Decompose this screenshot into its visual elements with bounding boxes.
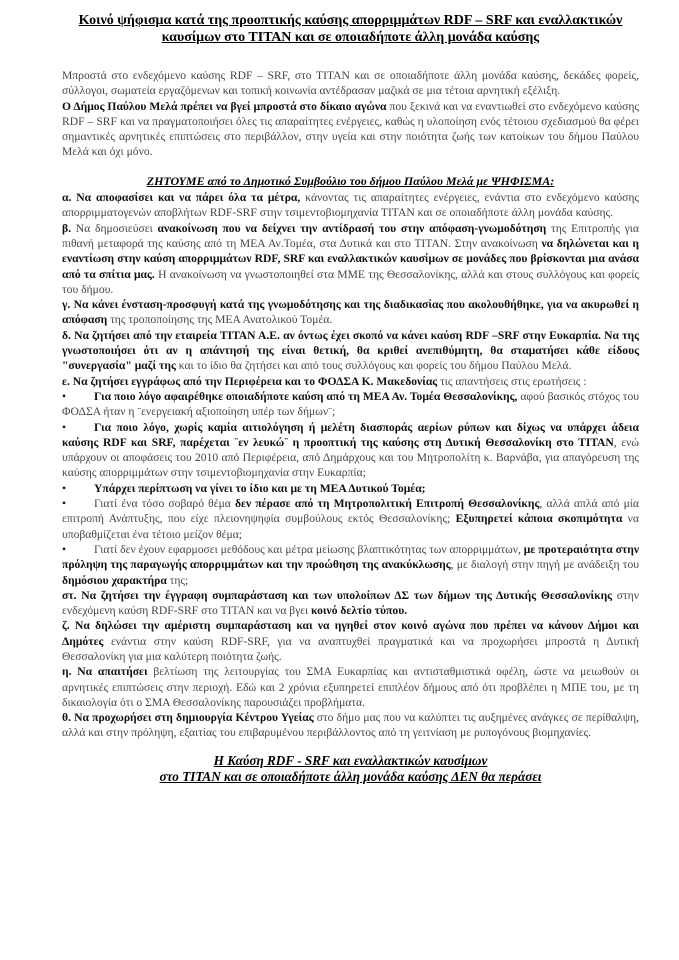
demand-item-z-lead: ζ. Να δηλώσει την αμέριστη συμπαράσταση και να ηγηθεί στον κοινό αγώνα που πρέπει να κάνουν Δήμοι και Δημότες <box>62 619 639 648</box>
intro-paragraph-2-text: που ξεκινά και να εναντιωθεί στο ενδεχόμενο καύσης RDF – SRF και να πραγματοποιήσει όλες τις απαραίτητες ενέργειες, καθώς η υλοποίηση ενός τέτοιου σχεδιασμού θα φέρει σημαντικές αρνητικές επιπτώσεις στο περιβάλλον, στην υγεία και στην ποιότητα ζωής των κατοίκων του δήμου Παύλου Μελά και όχι μόνο. <box>62 99 640 159</box>
demand-item-st-text: στην ενδεχόμενη καύση RDF-SRF στο ΤΙΤΑΝ και να βγει <box>62 588 639 618</box>
question-1-text: αφού βασικός στόχος του ΦΟΔΣΑ ήταν η ¨ενεργειακή αξιοποίηση υπέρ των δήμων¨; <box>62 389 639 419</box>
demand-item-a-lead: α. Να αποφασίσει και να πάρει όλα τα μέτρα, <box>62 191 301 205</box>
demand-item-b-text-1: Να δημοσιεύσει <box>71 221 158 235</box>
demand-item-b-text-3: Η ανακοίνωση να γνωστοποιηθεί στα ΜΜΕ της Θεσσαλονίκης, αλλά και στους συλλόγους και φορείς του δήμου. <box>62 267 639 296</box>
question-bullet-2 <box>62 420 639 481</box>
demand-item-e-lead: ε. Να ζητήσει εγγράφως από την Περιφέρεια και το ΦΟΔΣΑ Κ. Μακεδονίας <box>62 374 438 388</box>
question-4-text-2: , αλλά απλά από μία επιτροπή Ανάπτυξης, που είχε πλειονηψηφία συμβούλους εκτός Θεσσαλονίκης; <box>62 497 639 526</box>
question-4-text-3: να υποβαθμίζεται ένα τέτοιο μείζον θέμα; <box>62 512 639 541</box>
closing-slogan <box>62 753 639 785</box>
demand-heading: ΖΗΤΟΥΜΕ από το Δημοτικό Συμβούλιο του δήμου Παύλου Μελά με ΨΗΦΙΣΜΑ: <box>146 173 555 188</box>
demand-item-z <box>62 618 639 664</box>
bullet-marker: • <box>62 542 67 556</box>
demand-item-b-emphasis-1: ανακοίνωση που να δείχνει την αντίδρασή του στην απόφαση-γνωμοδότηση <box>157 221 547 235</box>
demand-item-z-text: ενάντια στην καύση RDF-SRF, για να αναπτυχθεί πραγματικά και να προχωρήσει μπροστά η Δυτική Θεσσαλονίκη για μια καλύτερη ποιότητα ζωής. <box>62 634 639 663</box>
intro-paragraph-1: Μπροστά στο ενδεχόμενο καύσης RDF – SRF, στο ΤΙΤΑΝ και σε οποιαδήποτε άλλη μονάδα καύσης, δεκάδες φορείς, σύλλογοι, σωματεία εργαζόμενων και τοπική κοινωνία αντέδρασαν μαζικά σε μια τέτοια αρνητική εξέλιξη. <box>62 69 639 98</box>
demand-item-st-lead: στ. Να ζητήσει την έγγραφη συμπαράσταση και των υπολοίπων ΔΣ των δήμων της Δυτικής Θεσσαλονίκης <box>62 588 613 602</box>
demand-item-d-text: και το ίδιο θα ζητήσει και από τους συλλόγους και φορείς του δήμου Παύλου Μελά. <box>175 359 572 373</box>
demand-item-b-text-2: της Επιτροπής για πιθανή μεταφορά της καύσης από τη ΜΕΑ Αν.Τομέα, στα Δυτικά και στο ΤΙΤΑΝ. Στην ανακοίνωση <box>62 221 639 250</box>
question-bullet-5 <box>62 542 639 588</box>
question-4-emphasis-1: δεν πέρασε από τη Μητροπολιτική Επιτροπή Θεσσαλονίκης <box>235 497 540 511</box>
demand-item-c-lead: γ. Να κάνει ένσταση-προσφυγή κατά της γνωμοδότησης και της διαδικασίας που ακολουθήθηκε, για να ακυρωθεί η απόφαση <box>62 298 639 327</box>
demand-item-h-text: βελτίωση της λειτουργίας του ΣΜΑ Ευκαρπίας και αντισταθμιστικά οφέλη, ώστε να μειωθούν οι αρνητικές επιπτώσεις στην περιοχή. Εδώ και 2 χρόνια εξυπηρετεί επιπλέον δήμους από ότι προβλέπει η ΜΠΕ του, με τη δικαιολογία ότι ο ΣΜΑ Θεσσαλονίκης παρουσιάζει προβλήματα. <box>62 665 639 709</box>
demand-item-th <box>62 710 639 741</box>
demand-item-b-emphasis-2: να δηλώνεται και η εναντίωση στην καύση απορριμμάτων RDF, SRF και εναλλακτικών καυσίμων σε μονάδες που βρίσκονται μια ανάσα από τα σπίτια μας. <box>62 236 639 281</box>
question-5-text-1: Γιατί δεν έχουν εφαρμοσει μεθόδους και μέτρα μείωσης βλαπτικότητας των απορριμμάτων, <box>94 542 524 556</box>
demand-item-st <box>62 588 639 619</box>
demand-item-th-lead: θ. Να προχωρήσει στη δημιουργία Κέντρου Υγείας <box>62 711 314 725</box>
demand-item-b <box>62 221 639 297</box>
question-bullet-1 <box>62 389 639 420</box>
title-line-1: Κοινό ψήφισμα κατά της προοπτικής καύσης απορριμμάτων RDF – SRF και εναλλακτικών <box>78 13 623 28</box>
demand-item-h <box>62 664 639 710</box>
question-bullet-4 <box>62 496 639 542</box>
demand-item-a <box>62 190 639 221</box>
bullet-marker: • <box>62 389 67 403</box>
demand-item-b-letter: β. <box>62 221 72 235</box>
question-1-emphasis: Για ποιο λόγο αφαιρέθηκε οποιαδήποτε καύση από τη ΜΕΑ Αν. Τομέα Θεσσαλονίκης, <box>94 389 518 403</box>
closing-line-2: στο ΤΙΤΑΝ και σε οποιαδήποτε άλλη μονάδα καύσης ΔΕΝ θα περάσει <box>159 768 542 784</box>
question-2-text: , ενώ υπάρχουν οι αποφάσεις του 2010 από Περιφέρεια, από Δημάρχους και του Μητροπολίτη κ. Βαρνάβα, για απαγόρευση της καύσης απορριμμάτων στην τσιμεντοβιομηχανία στην Ευκαρπία; <box>62 435 639 480</box>
title-line-2: καυσίμων στο ΤΙΤΑΝ και σε οποιαδήποτε άλλη μονάδα καύσης <box>161 30 540 45</box>
question-4-text-1: Γιατί ένα τόσο σοβαρό θέμα <box>94 497 236 511</box>
demand-item-e <box>62 374 639 389</box>
demand-item-c-text: της τροποποίησης της ΜΕΑ Ανατολικού Τομέα. <box>107 313 333 327</box>
demand-item-d-lead: δ. Να ζητήσει από την εταιρεία ΤΙΤΑΝ Α.Ε. αν όντως έχει σκοπό να κάνει καύση RDF –SRF στην Ευκαρπία. Να της γνωστοποιήσει ότι αν η απάντησή της είναι θετική, θα κριθεί ανεπιθύμητη, θα σταματήσει κάθε είδους "συνεργασία" μαζί της <box>62 328 639 373</box>
demand-item-h-lead: η. Να απαιτήσει <box>62 665 148 679</box>
document-title <box>62 12 639 46</box>
bullet-marker: • <box>62 497 67 511</box>
demand-item-th-text: στο δήμο μας που να καλύπτει τις αυξημένες ανάγκες σε περίθαλψη, αλλά και στην πρόληψη, εξαιτίας του επιβαρυμένου περιβάλλοντος από τη γειτνίαση με ρυπογόνους βιομηχανίες. <box>62 711 639 740</box>
intro-emphasis: Ο Δήμος Παύλου Μελά πρέπει να βγεί μπροστά στο δίκαιο αγώνα <box>62 99 387 113</box>
bullet-marker: • <box>62 420 67 434</box>
question-5-text-3: της; <box>166 573 189 587</box>
question-5-emphasis-2: δημόσιου χαρακτήρα <box>62 573 167 587</box>
question-4-emphasis-2: Εξυπηρετεί κάποια σκοπιμότητα <box>455 512 623 526</box>
bullet-marker: • <box>62 481 67 495</box>
demand-item-c <box>62 297 639 328</box>
question-bullet-3 <box>62 481 639 496</box>
intro-paragraph-2 <box>62 99 639 160</box>
question-2-emphasis: Για ποιο λόγο, χωρίς καμία αιτιολόγηση ή μελέτη διασποράς αερίων ρύπων και δίχως να υπάρχει άδεια καύσης RDF και SRF, παρέχεται ¨εν λευκώ¨ η προοπτική της καύσης στη Δυτική Θεσσαλονίκη στο ΤΙΤΑΝ <box>62 420 639 449</box>
closing-line-1: Η Καύση RDF - SRF και εναλλακτικών καυσίμων <box>213 752 488 768</box>
demand-item-a-text: κάνοντας τις απαραίτητες ενέργειες, ενάντια στο ενδεχόμενο καύσης απορριμματογενών αποβλήτων RDF-SRF στην τσιμεντοβιομηχανία ΤΙΤΑΝ και σε οποιαδήποτε άλλη μονάδα καύσης. <box>62 191 639 220</box>
demand-item-d <box>62 328 639 374</box>
question-3-emphasis: Υπάρχει περίπτωση να γίνει το ίδιο και με τη ΜΕΑ Δυτικού Τομέα; <box>94 481 426 495</box>
question-5-text-2: , με διαλογή στην πηγή με ανάδειξη του <box>450 558 639 572</box>
question-5-emphasis-1: με προτεραιότητα στην πρόληψη της παραγωγής απορριμμάτων και την προώθηση της ανακύκλωσης <box>62 542 639 572</box>
demand-item-e-text: τις απαντήσεις στις ερωτήσεις : <box>437 374 587 388</box>
demand-item-st-emphasis: κοινό δελτίο τύπου. <box>311 604 408 618</box>
